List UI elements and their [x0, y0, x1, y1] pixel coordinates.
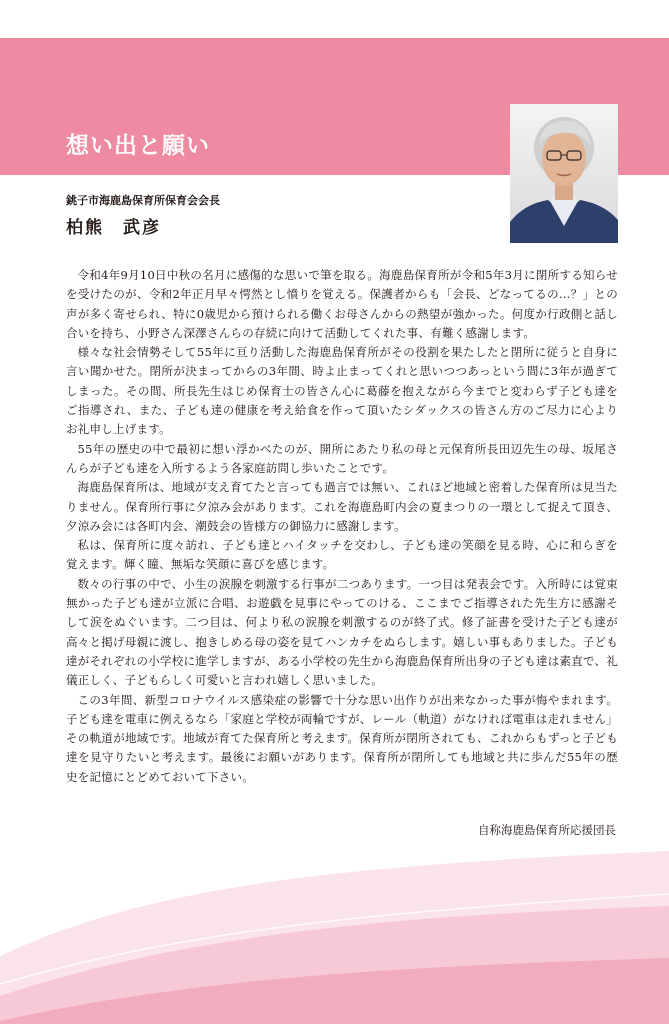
signature: 自称海鹿島保育所応援団長 — [478, 823, 616, 837]
paragraph: 数々の行事の中で、小生の涙腺を刺激する行事が二つあります。一つ目は発表会です。入所時には覚束無かった子ども達が立派に合唱、お遊戯を見事にやってのける、ここまでご指導された先生方に感謝そして涙をぬぐいます。二つ目は、何より私の涙腺を刺激するのが終了式。修了証書を受けた子ども達が高々と掲げ母親に渡し、抱きしめる母の姿を見てハンカチをぬらします。嬉しい事もありました。子ども達がそれぞれの小学校に進学しますが、ある小学校の先生から海鹿島保育所出身の子ども達は素直で、礼儀正しく、子どもらしく可愛いと言われ嬉しく思いました。 — [66, 576, 619, 688]
paragraph: 海鹿島保育所は、地域が支え育てたと言っても過言では無い、これほど地域と密着した保育所は見当たりません。保育所行事に夕涼み会があります。これを海鹿島町内会の夏まつりの一環として捉えて頂き、夕涼み会には各町内会、潮鼓会の皆様方の御協力に感謝します。 — [66, 480, 618, 533]
author-photo — [510, 104, 618, 243]
paragraph: 私は、保育所に度々訪れ、子ども達とハイタッチを交わし、子ども達の笑顔を見る時、心に和らぎを覚えます。輝く瞳、無垢な笑顔に喜びを感じます。 — [66, 538, 618, 572]
paragraph: この3年間、新型コロナウイルス感染症の影響で十分な思い出作りが出来なかった事が悔やまれます。子ども達を電車に例えるなら「家庭と学校が両輪ですが、レール（軌道）がなければ電車は走れません」その軌道が地域です。地域が育てた保育所と考えます。保育所が閉所されても、これからもずっと子ども達を見守りたいと考えます。最後にお願いがあります。保育所が閉所しても地域と共に歩んだ55年の歴史を記憶にとどめておいて下さい。 — [66, 692, 619, 784]
page-title: 想い出と願い — [66, 132, 210, 159]
paragraph: 55年の歴史の中で最初に想い浮かべたのが、開所にあたり私の母と元保育所長田辺先生の母、坂尾さんらが子ども達を入所するよう各家庭訪問し歩いたことです。 — [66, 441, 618, 475]
author-name: 柏熊 武彦 — [66, 218, 161, 238]
paragraph: 様々な社会情勢そして55年に亘り活動した海鹿島保育所がその役割を果たしたと閉所に従うと自身に言い聞かせた。閉所が決まってからの3年間、時よ止まってくれと思いつつあっという間に3年が過ぎてしまった。その間、所長先生はじめ保育士の皆さん心に葛藤を抱えながら今までと変わらず子ども達をご指導され、また、子ども達の健康を考え給食を作って頂いたシダックスの皆さん方のご尽力に心よりお礼申し上げます。 — [66, 345, 618, 437]
article-body — [66, 266, 618, 787]
portrait-image — [510, 104, 618, 243]
author-title: 銚子市海鹿島保育所保育会会長 — [66, 194, 220, 207]
decorative-waves — [0, 846, 669, 1024]
paragraph: 令和4年9月10日中秋の名月に感傷的な思いで筆を取る。海鹿島保育所が令和5年3月に閉所する知らせを受けたのが、令和2年正月早々愕然とし憤りを覚える。保護者からも「会長、どなってるの…？」との声が多く寄せられ、特に0歳児から預けられる働くお母さんからの熱望が強かった。何度か行政側と話し合いを持ち、小野さん深澤さんらの存続に向けて活動してくれた事、有難く感謝します。 — [66, 268, 618, 340]
